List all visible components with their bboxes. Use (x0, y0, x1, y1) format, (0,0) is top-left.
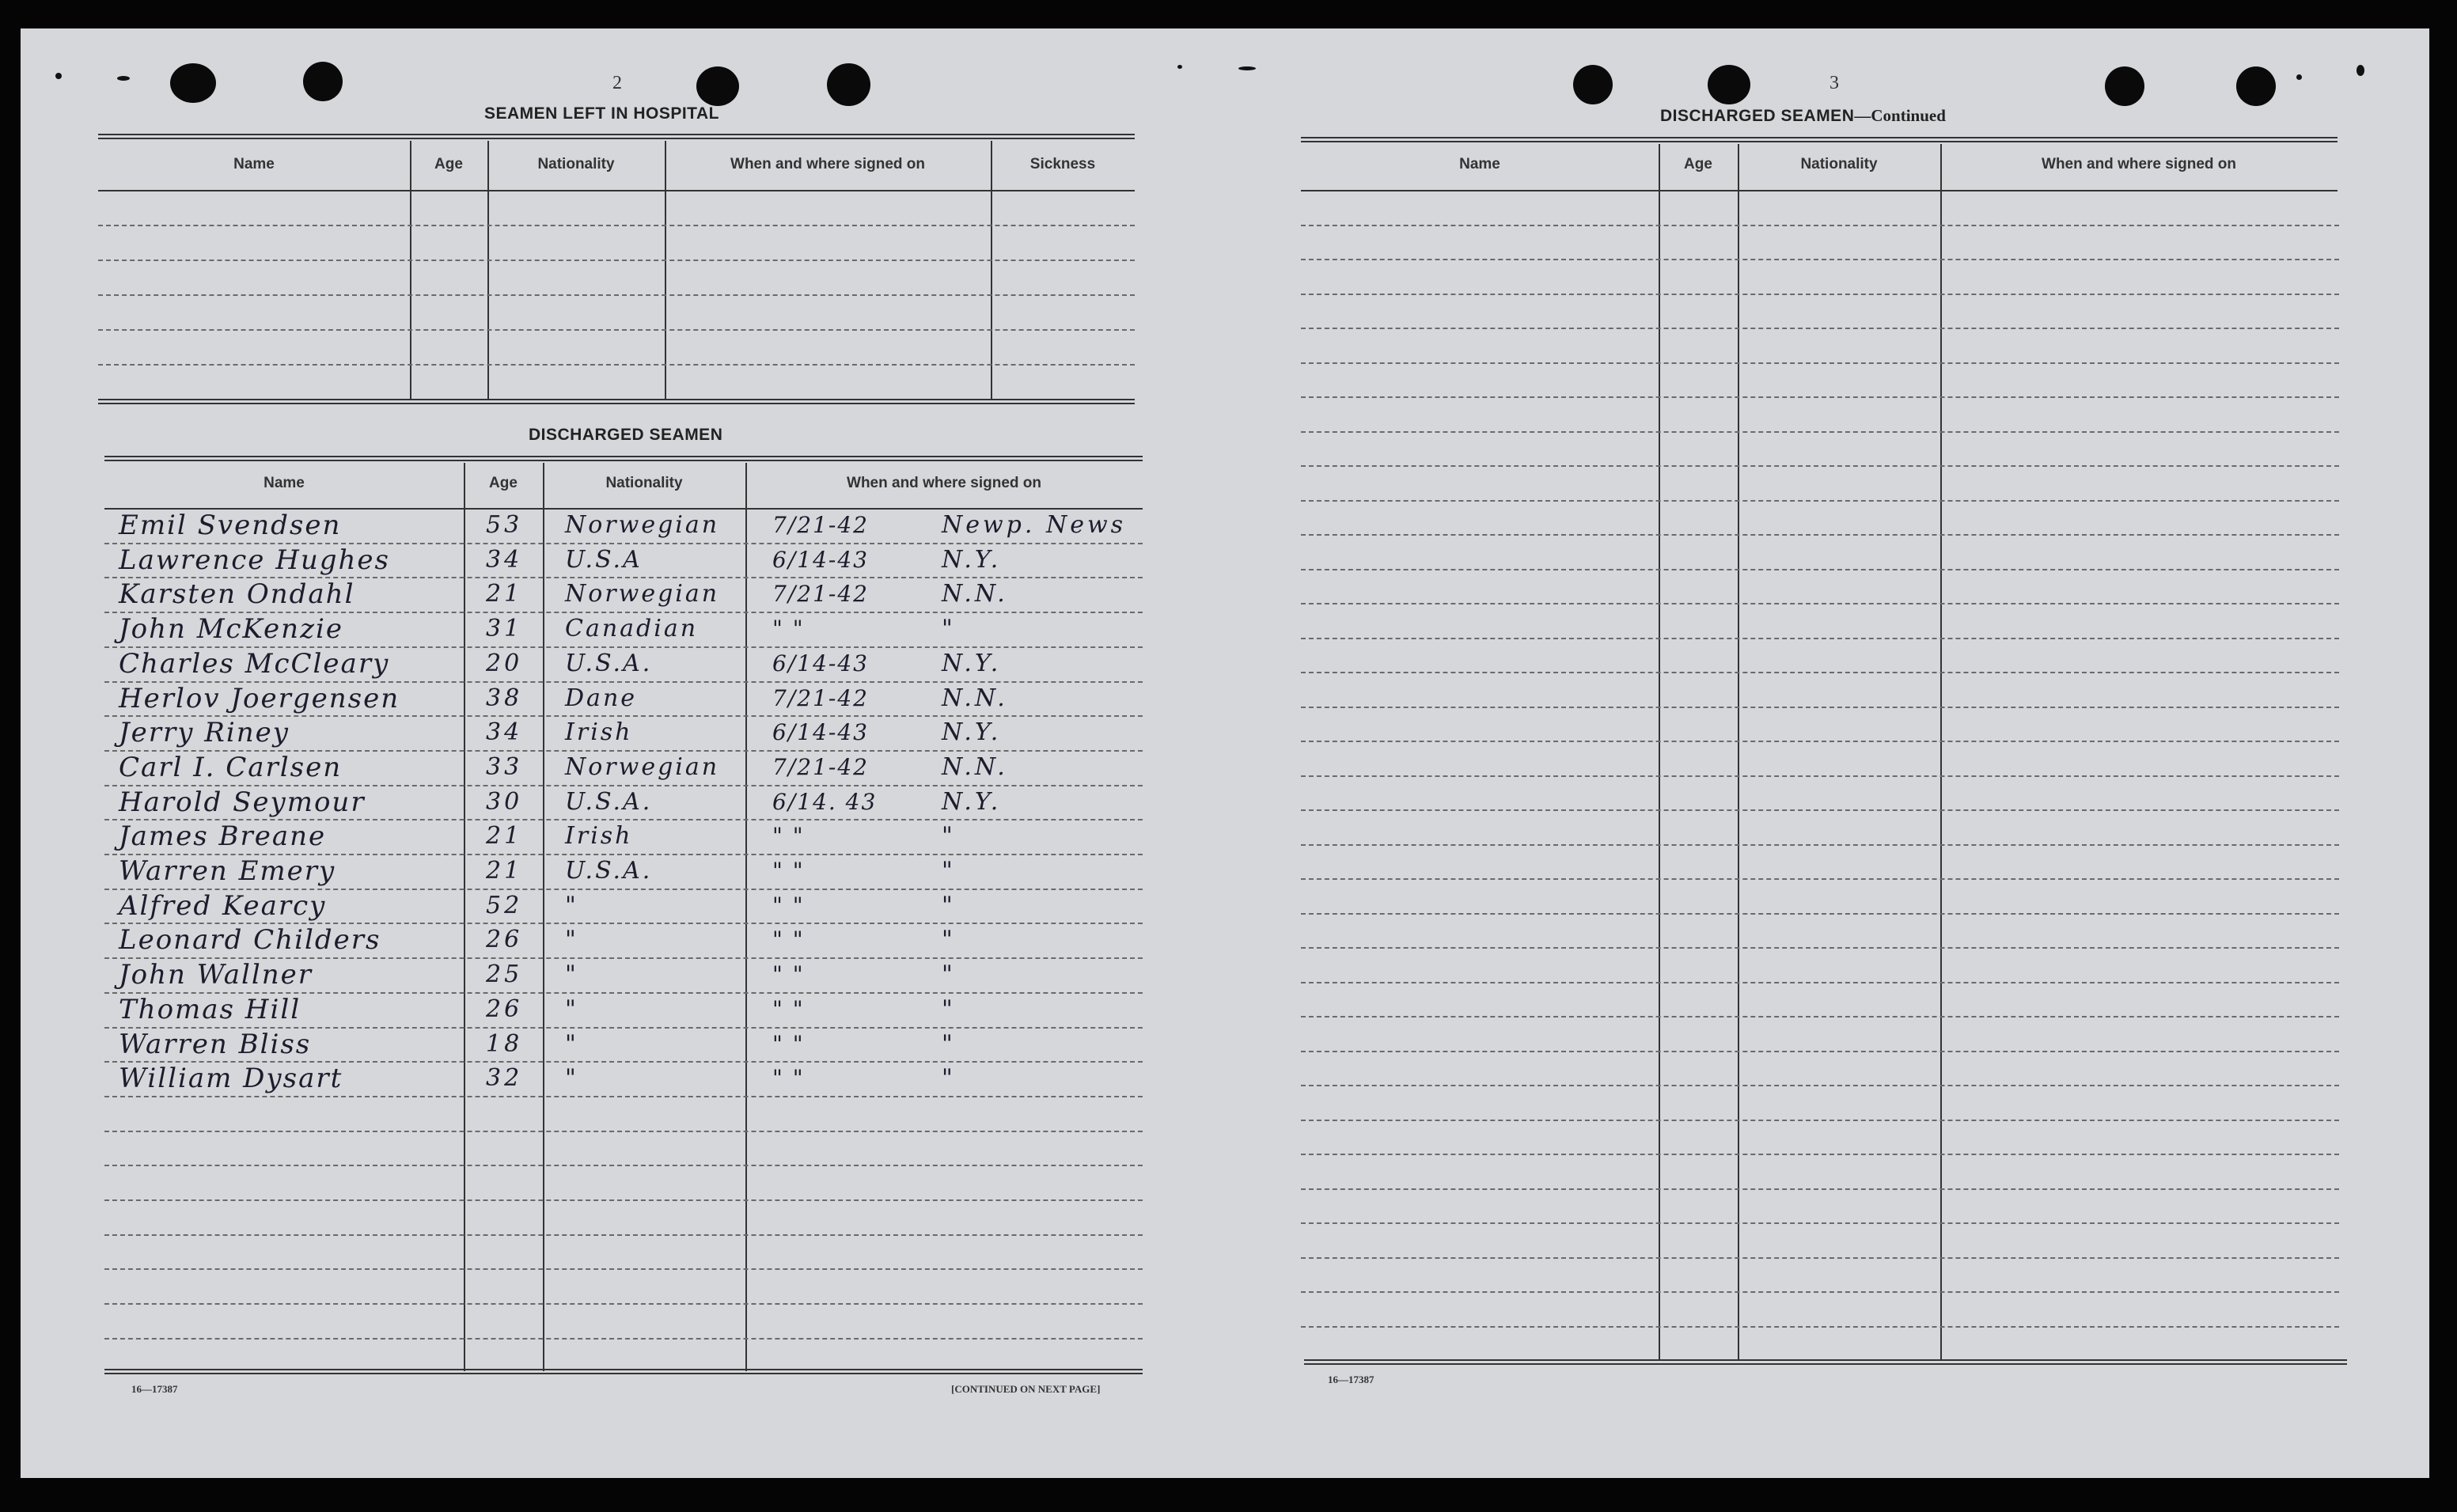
cell-name: Thomas Hill (119, 994, 301, 1025)
cell-date: 6/14-43 (772, 719, 869, 745)
cell-name: Harold Seymour (119, 786, 366, 818)
discharged-row-line (104, 1165, 1143, 1166)
hospital-row-line (98, 260, 1135, 261)
speck (1238, 66, 1256, 70)
cell-name: Herlov Joergensen (119, 683, 400, 714)
discharged-row-line (104, 1303, 1143, 1305)
cell-nationality: Norwegian (565, 580, 720, 608)
page-number-left: 2 (612, 73, 622, 93)
hospital-col-divider (665, 141, 666, 400)
cell-age: 52 (486, 892, 523, 919)
cell-name: Leonard Childers (119, 924, 381, 956)
cell-nationality: Irish (565, 822, 633, 850)
cell-place: N.Y. (942, 718, 1002, 746)
paper-sheet (21, 28, 2429, 1478)
cell-date: 6/14. 43 (772, 789, 878, 815)
cell-date: 7/21-42 (772, 754, 869, 780)
cell-nationality: " (565, 1030, 578, 1058)
cell-nationality: " (565, 995, 578, 1023)
hospital-col-divider (410, 141, 411, 400)
hospital-col-divider (991, 141, 992, 400)
right-col-divider (1659, 144, 1660, 1361)
discharged-header-nationality: Nationality (605, 475, 683, 491)
hospital-row-line (98, 364, 1135, 366)
punch-hole (2236, 66, 2276, 106)
right-row-line (1301, 1257, 2339, 1259)
right-row-line (1301, 362, 2339, 364)
discharged-table-bottom-rule (104, 1369, 1143, 1374)
cell-age: 34 (486, 718, 523, 746)
right-row-line (1301, 225, 2339, 226)
cell-name: Lawrence Hughes (119, 544, 390, 576)
cell-nationality: U.S.A. (565, 788, 653, 816)
right-row-line (1301, 1051, 2339, 1052)
cell-name: John McKenzie (119, 613, 343, 645)
cell-nationality: U.S.A. (565, 857, 653, 885)
right-row-line (1301, 1291, 2339, 1293)
cell-age: 34 (486, 546, 523, 574)
cell-date: 7/21-42 (772, 685, 869, 711)
cell-place: " (942, 961, 956, 988)
discharged-row-line (104, 1268, 1143, 1270)
discharged-row-line (104, 1338, 1143, 1340)
hospital-table-top-rule (98, 134, 1135, 139)
right-table-top-rule (1301, 137, 2338, 142)
cell-name: Charles McCleary (119, 648, 390, 680)
cell-date: " " (772, 927, 805, 953)
punch-hole (2105, 66, 2144, 106)
right-row-line (1301, 775, 2339, 777)
hospital-row-line (98, 329, 1135, 331)
right-row-line (1301, 1085, 2339, 1086)
cell-date: " " (772, 823, 805, 849)
right-row-line (1301, 1222, 2339, 1224)
cell-name: Warren Bliss (119, 1029, 312, 1060)
punch-hole (696, 66, 739, 106)
cell-nationality: Norwegian (565, 511, 720, 539)
cell-place: " (942, 1030, 956, 1058)
cell-name: Warren Emery (119, 855, 336, 887)
speck (117, 76, 130, 81)
cell-place: Newp. News (942, 511, 1127, 539)
discharged-row-line (104, 1199, 1143, 1201)
right-row-line (1301, 844, 2339, 846)
discharged-table-top-rule (104, 456, 1143, 461)
right-title-suffix: —Continued (1854, 106, 1946, 125)
speck (2296, 74, 2302, 80)
right-row-line (1301, 603, 2339, 604)
cell-place: N.Y. (942, 788, 1002, 816)
right-section-title (1660, 106, 1946, 126)
cell-place: N.N. (942, 684, 1008, 712)
right-row-line (1301, 1016, 2339, 1017)
right-header-rule (1301, 190, 2338, 191)
right-row-line (1301, 809, 2339, 811)
cell-nationality: " (565, 926, 578, 953)
cell-nationality: " (565, 892, 578, 919)
cell-place: " (942, 822, 956, 850)
cell-name: John Wallner (119, 959, 313, 991)
hospital-row-line (98, 294, 1135, 296)
right-row-line (1301, 396, 2339, 398)
continued-note: [CONTINUED ON NEXT PAGE] (951, 1383, 1101, 1395)
cell-age: 32 (486, 1064, 523, 1092)
cell-name: Karsten Ondahl (119, 578, 355, 610)
cell-nationality: Norwegian (565, 753, 720, 781)
cell-place: N.N. (942, 580, 1008, 608)
hospital-table-bottom-rule (98, 399, 1135, 404)
cell-name: Carl I. Carlsen (119, 752, 343, 783)
right-row-line (1301, 500, 2339, 502)
right-row-line (1301, 1154, 2339, 1155)
discharged-row-line (104, 1131, 1143, 1132)
discharged-section-title: DISCHARGED SEAMEN (529, 426, 723, 444)
cell-place: " (942, 615, 956, 642)
cell-date: 7/21-42 (772, 512, 869, 538)
form-number-left: 16—17387 (131, 1383, 178, 1395)
cell-age: 18 (486, 1030, 523, 1058)
hospital-row-line (98, 225, 1135, 226)
cell-place: " (942, 1064, 956, 1092)
cell-age: 20 (486, 650, 523, 677)
discharged-row-line (104, 1096, 1143, 1097)
right-row-line (1301, 431, 2339, 433)
right-col-divider (1940, 144, 1942, 1361)
cell-place: " (942, 995, 956, 1023)
right-col-divider (1738, 144, 1739, 1361)
right-row-line (1301, 328, 2339, 329)
punch-hole (827, 63, 870, 106)
right-row-line (1301, 1120, 2339, 1121)
cell-age: 30 (486, 788, 523, 816)
cell-nationality: U.S.A. (565, 650, 653, 677)
cell-date: 6/14-43 (772, 650, 869, 676)
cell-place: N.N. (942, 753, 1008, 781)
cell-age: 26 (486, 926, 523, 953)
cell-nationality: Canadian (565, 615, 699, 642)
cell-date: " " (772, 996, 805, 1022)
discharged-header-name: Name (264, 475, 305, 491)
right-row-line (1301, 569, 2339, 570)
cell-age: 38 (486, 684, 523, 712)
right-title-main: DISCHARGED SEAMEN (1660, 107, 1855, 125)
cell-age: 53 (486, 511, 523, 539)
hospital-header-rule (98, 190, 1135, 191)
right-row-line (1301, 1188, 2339, 1190)
hospital-header-age: Age (434, 156, 463, 172)
cell-name: Alfred Kearcy (119, 890, 327, 922)
cell-date: " " (772, 1065, 805, 1091)
cell-nationality: " (565, 1064, 578, 1092)
cell-name: Emil Svendsen (119, 510, 342, 541)
cell-place: " (942, 857, 956, 885)
right-row-line (1301, 1326, 2339, 1328)
cell-date: 6/14-43 (772, 547, 869, 573)
cell-date: " " (772, 961, 805, 987)
cell-place: " (942, 926, 956, 953)
right-row-line (1301, 672, 2339, 673)
cell-date: 7/21-42 (772, 581, 869, 607)
right-row-line (1301, 947, 2339, 949)
discharged-header-signed-on: When and where signed on (847, 475, 1041, 491)
speck (2357, 65, 2364, 76)
right-row-line (1301, 638, 2339, 639)
cell-date: " " (772, 1031, 805, 1057)
cell-nationality: Dane (565, 684, 638, 712)
discharged-row-line (104, 1234, 1143, 1236)
cell-name: Jerry Riney (119, 717, 290, 748)
right-row-line (1301, 913, 2339, 915)
cell-date: " " (772, 858, 805, 884)
cell-age: 21 (486, 857, 523, 885)
punch-hole (170, 63, 216, 103)
right-row-line (1301, 707, 2339, 708)
discharged-header-age: Age (489, 475, 518, 491)
punch-hole (303, 62, 343, 101)
right-row-line (1301, 534, 2339, 536)
cell-age: 26 (486, 995, 523, 1023)
page-number-right: 3 (1829, 73, 1839, 93)
cell-age: 33 (486, 753, 523, 781)
cell-nationality: U.S.A (565, 546, 643, 574)
cell-name: James Breane (119, 820, 327, 852)
right-row-line (1301, 741, 2339, 742)
right-row-line (1301, 982, 2339, 983)
speck (55, 73, 62, 79)
hospital-header-sickness: Sickness (1029, 156, 1096, 172)
right-table-bottom-rule (1304, 1359, 2347, 1365)
cell-age: 21 (486, 580, 523, 608)
speck (1177, 65, 1182, 69)
right-header-name: Name (1459, 156, 1500, 172)
cell-place: N.Y. (942, 546, 1002, 574)
hospital-header-nationality: Nationality (537, 156, 615, 172)
right-header-nationality: Nationality (1800, 156, 1878, 172)
cell-age: 25 (486, 961, 523, 988)
hospital-section-title: SEAMEN LEFT IN HOSPITAL (484, 104, 719, 123)
cell-date: " " (772, 892, 805, 919)
punch-hole (1708, 65, 1750, 104)
punch-hole (1573, 65, 1613, 104)
right-header-signed-on: When and where signed on (2042, 156, 2236, 172)
hospital-header-signed-on: When and where signed on (730, 156, 925, 172)
hospital-header-name: Name (233, 156, 275, 172)
right-row-line (1301, 878, 2339, 880)
form-number-right: 16—17387 (1328, 1374, 1374, 1385)
cell-nationality: Irish (565, 718, 633, 746)
right-header-age: Age (1684, 156, 1712, 172)
hospital-col-divider (487, 141, 489, 400)
cell-age: 31 (486, 615, 523, 642)
cell-place: N.Y. (942, 650, 1002, 677)
cell-nationality: " (565, 961, 578, 988)
cell-place: " (942, 892, 956, 919)
cell-age: 21 (486, 822, 523, 850)
cell-name: William Dysart (119, 1063, 343, 1094)
cell-date: " " (772, 616, 805, 642)
right-row-line (1301, 259, 2339, 260)
right-row-line (1301, 294, 2339, 295)
right-row-line (1301, 465, 2339, 467)
